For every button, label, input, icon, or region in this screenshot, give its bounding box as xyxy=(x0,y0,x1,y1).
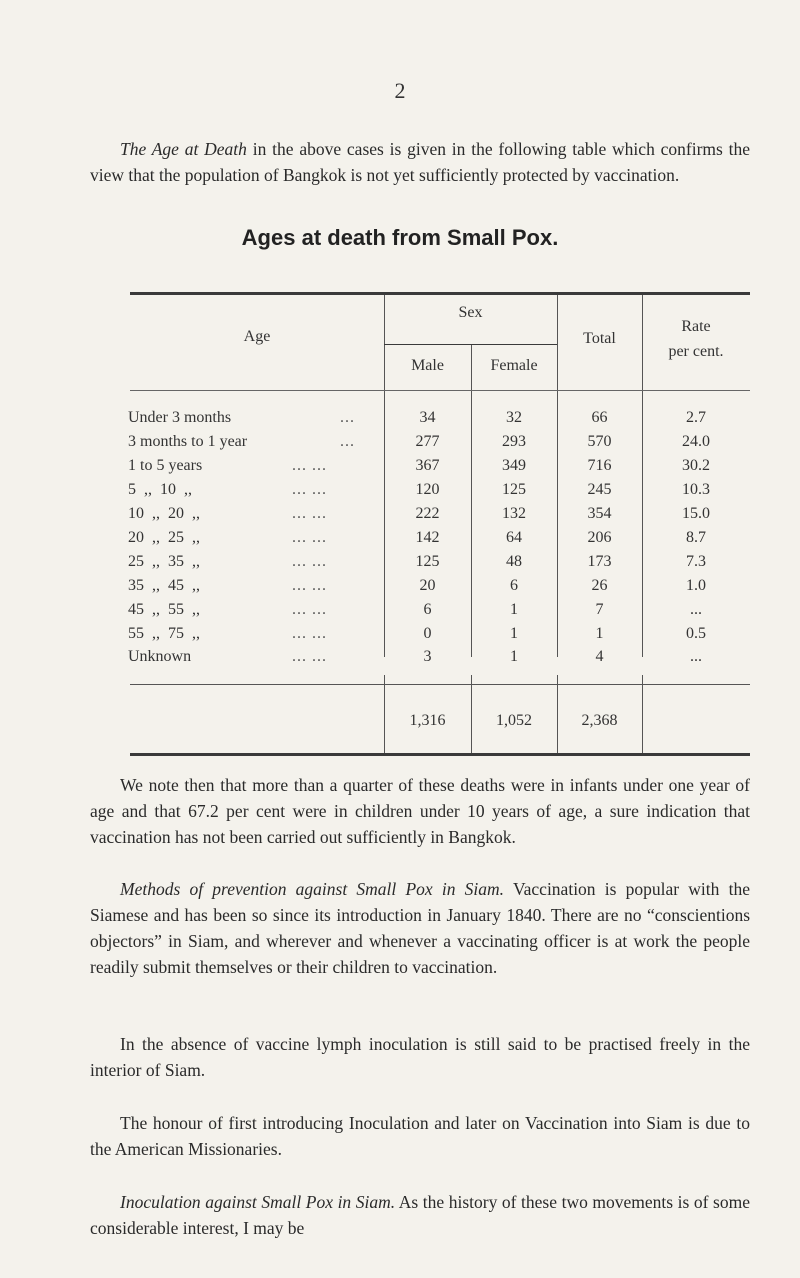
row-female: 1 xyxy=(510,625,518,642)
row-rate: ... xyxy=(690,601,702,618)
row-total: 716 xyxy=(587,457,612,474)
row-male: 120 xyxy=(415,481,440,498)
header-bottom-rule xyxy=(130,390,750,391)
header-rate-line1: Rate xyxy=(681,318,711,335)
row-female: 125 xyxy=(502,481,526,498)
paragraph-3: In the absence of vaccine lymph inoculation is still said to be practised freely in the interior of Siam. xyxy=(90,1034,750,1080)
row-total: 173 xyxy=(587,553,612,570)
row-age: 5 ,, 10 ,, xyxy=(128,481,192,498)
row-total: 354 xyxy=(587,505,612,522)
row-age: 25 ,, 35 ,, xyxy=(128,553,200,570)
row-leader-dots: ... xyxy=(340,433,355,450)
row-leader-dots: ... ... xyxy=(292,457,327,474)
total-male: 1,316 xyxy=(409,712,446,729)
row-leader-dots: ... ... xyxy=(292,648,327,665)
paragraph-5-italic: Inoculation against Small Pox in Siam. xyxy=(120,1192,396,1212)
totals-divider xyxy=(642,675,643,755)
row-female: 6 xyxy=(510,577,518,594)
row-rate: 30.2 xyxy=(682,457,710,474)
row-leader-dots: ... ... xyxy=(292,577,327,594)
row-age: 20 ,, 25 ,, xyxy=(128,529,200,546)
row-leader-dots: ... ... xyxy=(292,625,327,642)
header-rate-line2: per cent. xyxy=(668,343,724,360)
row-female: 132 xyxy=(502,505,526,522)
row-female: 48 xyxy=(506,553,522,570)
table-bottom-rule xyxy=(130,753,750,756)
row-male: 3 xyxy=(423,648,432,665)
row-male: 20 xyxy=(419,577,436,594)
header-total: Total xyxy=(583,330,616,347)
header-sex: Sex xyxy=(458,304,483,321)
row-rate: 8.7 xyxy=(686,529,706,546)
row-age: 35 ,, 45 ,, xyxy=(128,577,200,594)
row-age: 55 ,, 75 ,, xyxy=(128,625,200,642)
row-male: 367 xyxy=(415,457,440,474)
row-total: 66 xyxy=(591,409,608,426)
paragraph-2-italic: Methods of prevention against Small Pox in Siam. xyxy=(120,879,505,899)
row-age: 45 ,, 55 ,, xyxy=(128,601,200,618)
paragraph-4: The honour of first introducing Inoculation and later on Vaccination into Siam is due to the American Missionaries. xyxy=(90,1113,750,1159)
table-top-rule xyxy=(130,292,750,295)
row-female: 32 xyxy=(506,409,522,426)
total-female: 1,052 xyxy=(496,712,532,729)
totals-top-rule xyxy=(130,684,750,685)
intro-paragraph xyxy=(90,136,750,188)
row-female: 293 xyxy=(502,433,526,450)
row-leader-dots: ... ... xyxy=(292,553,327,570)
row-total: 26 xyxy=(591,577,608,594)
row-rate: 0.5 xyxy=(686,625,706,642)
row-age: Unknown xyxy=(128,648,192,665)
sex-subheader-rule xyxy=(384,344,557,345)
paragraph-5-text: As the history of these two movements is of some considerable interest, I may be xyxy=(90,1192,750,1238)
row-female: 64 xyxy=(506,529,522,546)
paragraph-2 xyxy=(90,876,750,980)
row-rate: 7.3 xyxy=(686,553,706,570)
row-age: 10 ,, 20 ,, xyxy=(128,505,200,522)
paragraph-2-text: Vaccination is popular with the Siamese and has been so since its introduction in January 1840. There are no “conscientions objectors” in Siam, and wherever and whenever a vaccinating officer is at work the people readily submit themselves or their children to vaccination. xyxy=(90,879,750,977)
row-male: 277 xyxy=(415,433,440,450)
row-rate: 15.0 xyxy=(682,505,710,522)
row-rate: 10.3 xyxy=(682,481,710,498)
row-total: 7 xyxy=(595,601,604,618)
paragraph-5 xyxy=(90,1189,750,1241)
row-leader-dots: ... ... xyxy=(292,601,327,618)
row-leader-dots: ... xyxy=(340,409,355,426)
row-rate: 2.7 xyxy=(686,409,706,426)
row-age: 1 to 5 years xyxy=(128,457,203,474)
row-rate: 1.0 xyxy=(686,577,706,594)
row-age: Under 3 months xyxy=(128,409,232,426)
row-rate: ... xyxy=(690,648,702,665)
row-female: 1 xyxy=(510,601,518,618)
row-leader-dots: ... ... xyxy=(292,529,327,546)
row-male: 34 xyxy=(419,409,436,426)
header-male: Male xyxy=(411,357,444,374)
header-female: Female xyxy=(490,357,538,374)
page-number: 2 xyxy=(394,78,406,103)
table-title: Ages at death from Small Pox. xyxy=(241,225,559,250)
row-male: 0 xyxy=(423,625,432,642)
row-total: 4 xyxy=(595,648,604,665)
row-male: 222 xyxy=(415,505,440,522)
row-female: 349 xyxy=(502,457,526,474)
header-age: Age xyxy=(243,328,271,345)
row-male: 142 xyxy=(415,529,440,546)
row-total: 245 xyxy=(587,481,612,498)
row-total: 1 xyxy=(595,625,604,642)
row-female: 1 xyxy=(510,648,518,665)
total-total: 2,368 xyxy=(581,712,618,729)
intro-text: in the above cases is given in the following table which confirms the view that the population of Bangkok is not yet sufficiently protected by vaccination. xyxy=(90,139,751,185)
row-leader-dots: ... ... xyxy=(292,481,327,498)
row-rate: 24.0 xyxy=(682,433,710,450)
paragraph-1: We note then that more than a quarter of these deaths were in infants under one year of age and that 67.2 per cent were in children under 10 years of age, a sure indication that vaccination has not been carried out sufficiently in Bangkok. xyxy=(90,775,750,847)
intro-italic: The Age at Death xyxy=(120,139,247,159)
row-total: 570 xyxy=(587,433,612,450)
row-male: 125 xyxy=(415,553,440,570)
row-leader-dots: ... ... xyxy=(292,505,327,522)
row-male: 6 xyxy=(423,601,432,618)
row-total: 206 xyxy=(587,529,612,546)
row-age: 3 months to 1 year xyxy=(128,433,248,450)
